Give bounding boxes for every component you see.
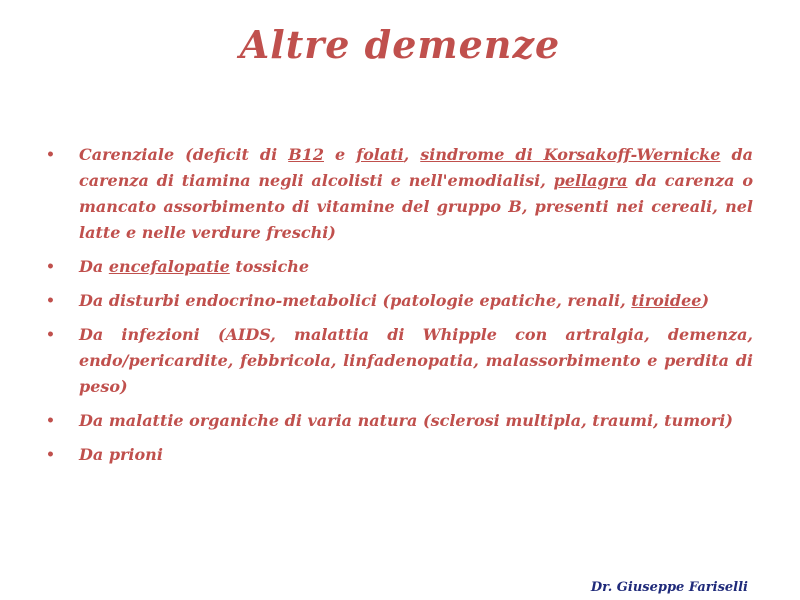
- bullet-text: [79, 291, 709, 310]
- bullet-item: [40, 288, 753, 314]
- bullet-text-segment: ): [701, 291, 710, 310]
- bullet-dot-icon: •: [46, 447, 55, 463]
- bullet-text-segment: Da malattie organiche di varia natura (sclerosi multipla, traumi, tumori): [79, 411, 733, 430]
- slide-title: Altre demenze: [239, 22, 561, 67]
- bullet-item: [40, 442, 753, 468]
- bullet-item: [40, 254, 753, 280]
- bullet-dot-icon: •: [46, 293, 55, 309]
- bullet-dot-icon: •: [46, 413, 55, 429]
- bullet-text: [79, 445, 163, 464]
- bullet-text-segment: tossiche: [229, 257, 310, 276]
- bullet-dot-icon: •: [46, 327, 55, 343]
- bullet-text-segment: Da disturbi endocrino-metabolici (patologie epatiche, renali,: [79, 291, 632, 310]
- author-footer: Dr. Giuseppe Fariselli: [590, 580, 748, 595]
- bullet-item: [40, 322, 753, 400]
- bullet-list: [40, 142, 753, 476]
- bullet-text-segment: Da infezioni (AIDS, malattia di Whipple con artralgia, demenza, endo/pericardite, febbricola, linfadenopatia, malassorbimento e perdita di peso): [79, 325, 753, 396]
- bullet-text-segment: da carenza di tiamina negli alcolisti e nell'emodialisi,: [79, 145, 753, 190]
- hyperlink[interactable]: sindrome di Korsakoff-Wernicke: [420, 145, 721, 164]
- bullet-item: [40, 142, 753, 246]
- bullet-text: [79, 325, 753, 396]
- hyperlink[interactable]: folati: [356, 145, 404, 164]
- bullet-dot-icon: •: [46, 147, 55, 163]
- bullet-text-segment: Da prioni: [79, 445, 163, 464]
- bullet-text: [79, 411, 733, 430]
- bullet-text-segment: e: [324, 145, 357, 164]
- bullet-text-segment: da carenza o mancato assorbimento di vitamine del gruppo B, presenti nei cereali, nel latte e nelle verdure freschi): [79, 171, 754, 242]
- hyperlink[interactable]: tiroidee: [631, 291, 702, 310]
- bullet-text: [79, 257, 309, 276]
- bullet-item: [40, 408, 753, 434]
- bullet-text: [79, 145, 753, 242]
- hyperlink[interactable]: pellagra: [553, 171, 628, 190]
- hyperlink[interactable]: encefalopatie: [108, 257, 230, 276]
- bullet-dot-icon: •: [46, 259, 55, 275]
- bullet-text-segment: ,: [403, 145, 421, 164]
- hyperlink[interactable]: B12: [288, 145, 324, 164]
- bullet-text-segment: Carenziale (deficit di: [79, 145, 289, 164]
- bullet-text-segment: Da: [79, 257, 109, 276]
